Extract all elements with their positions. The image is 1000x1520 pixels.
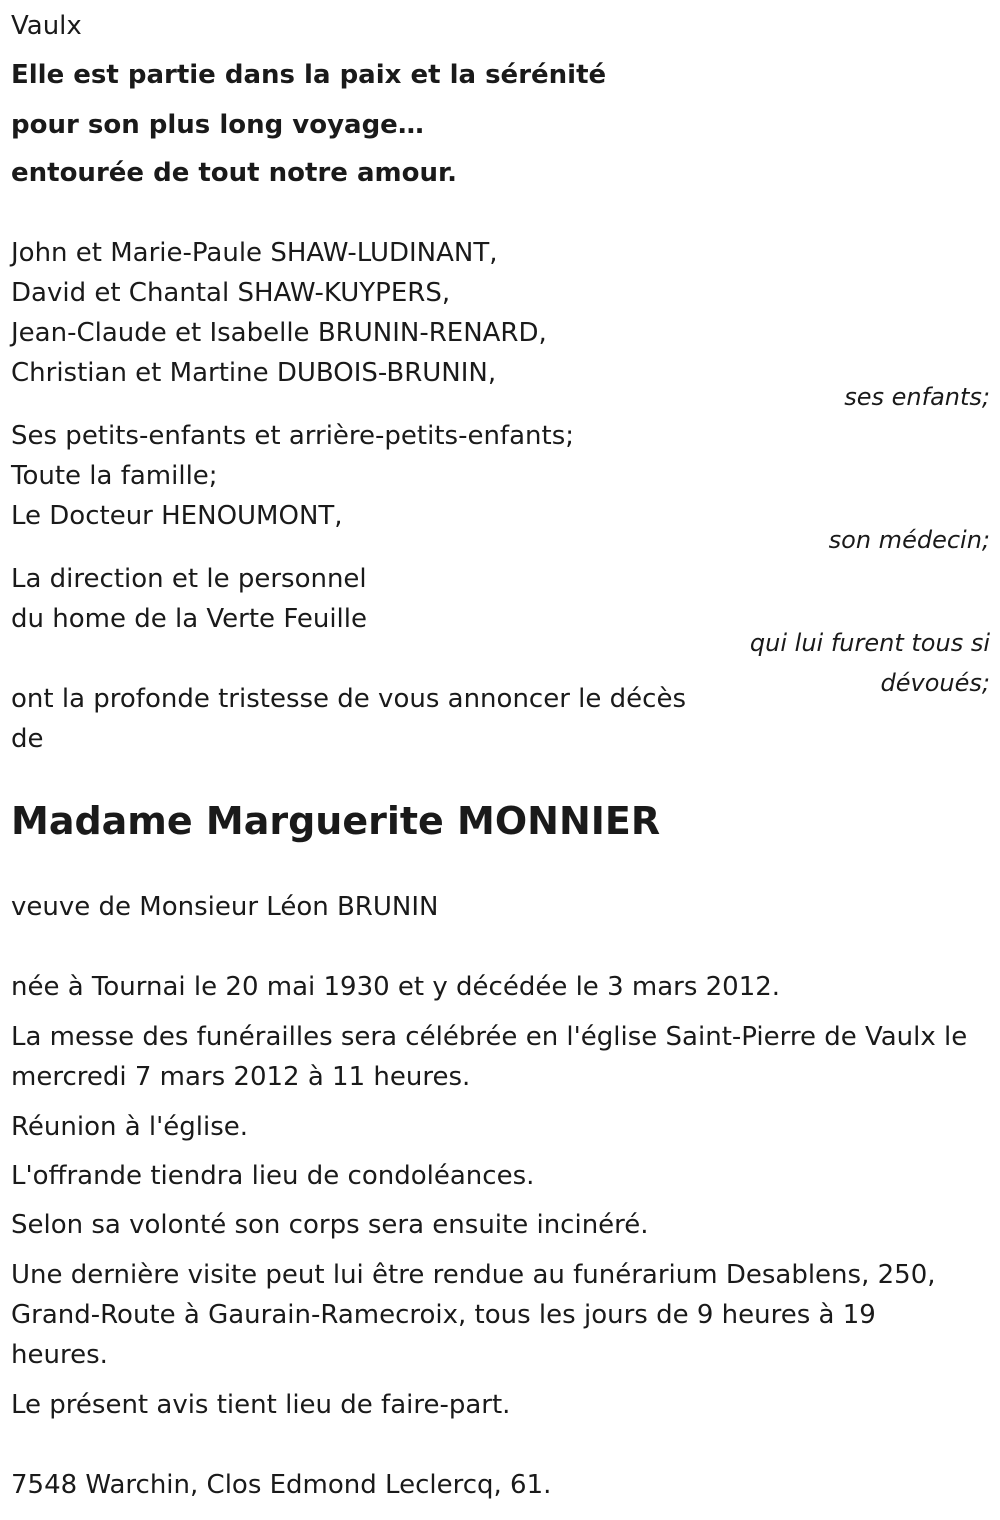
children-role: ses enfants;: [844, 383, 990, 411]
family-line-1: Ses petits-enfants et arrière-petits-enfants;: [11, 421, 574, 451]
deceased-name: Madame Marguerite MONNIER: [11, 799, 661, 843]
announcement-line-2: de: [11, 724, 44, 754]
staff-line-1: La direction et le personnel: [11, 564, 367, 594]
doctor-role: son médecin;: [828, 526, 990, 554]
epigraph-line-3: entourée de tout notre amour.: [11, 158, 457, 188]
widow-of: veuve de Monsieur Léon BRUNIN: [11, 892, 439, 922]
notice: Le présent avis tient lieu de faire-part.: [11, 1390, 511, 1420]
child-3: Jean-Claude et Isabelle BRUNIN-RENARD,: [11, 318, 547, 348]
staff-role-line-1: qui lui furent tous si: [749, 629, 990, 657]
place-name: Vaulx: [11, 11, 82, 41]
birth-death: née à Tournai le 20 mai 1930 et y décédée le 3 mars 2012.: [11, 972, 781, 1002]
address: 7548 Warchin, Clos Edmond Leclercq, 61.: [11, 1470, 552, 1500]
child-4: Christian et Martine DUBOIS-BRUNIN,: [11, 358, 497, 388]
visit-line-1: Une dernière visite peut lui être rendue au funérarium Desablens, 250,: [11, 1260, 936, 1290]
child-2: David et Chantal SHAW-KUYPERS,: [11, 278, 451, 308]
visit-line-2: Grand-Route à Gaurain-Ramecroix, tous les jours de 9 heures à 19: [11, 1300, 876, 1330]
meeting: Réunion à l'église.: [11, 1112, 249, 1142]
offering: L'offrande tiendra lieu de condoléances.: [11, 1161, 535, 1191]
announcement-line-1: ont la profonde tristesse de vous annoncer le décès: [11, 684, 686, 714]
epigraph-line-1: Elle est partie dans la paix et la sérénité: [11, 60, 607, 90]
staff-line-2: du home de la Verte Feuille: [11, 604, 367, 634]
family-line-2: Toute la famille;: [11, 461, 218, 491]
staff-role-line-2: dévoués;: [880, 669, 990, 697]
cremation: Selon sa volonté son corps sera ensuite incinéré.: [11, 1210, 649, 1240]
child-1: John et Marie-Paule SHAW-LUDINANT,: [11, 238, 498, 268]
funeral-line-1: La messe des funérailles sera célébrée en l'église Saint-Pierre de Vaulx le: [11, 1022, 968, 1052]
visit-line-3: heures.: [11, 1340, 108, 1370]
family-line-3: Le Docteur HENOUMONT,: [11, 501, 343, 531]
funeral-line-2: mercredi 7 mars 2012 à 11 heures.: [11, 1062, 471, 1092]
epigraph-line-2: pour son plus long voyage…: [11, 110, 424, 140]
